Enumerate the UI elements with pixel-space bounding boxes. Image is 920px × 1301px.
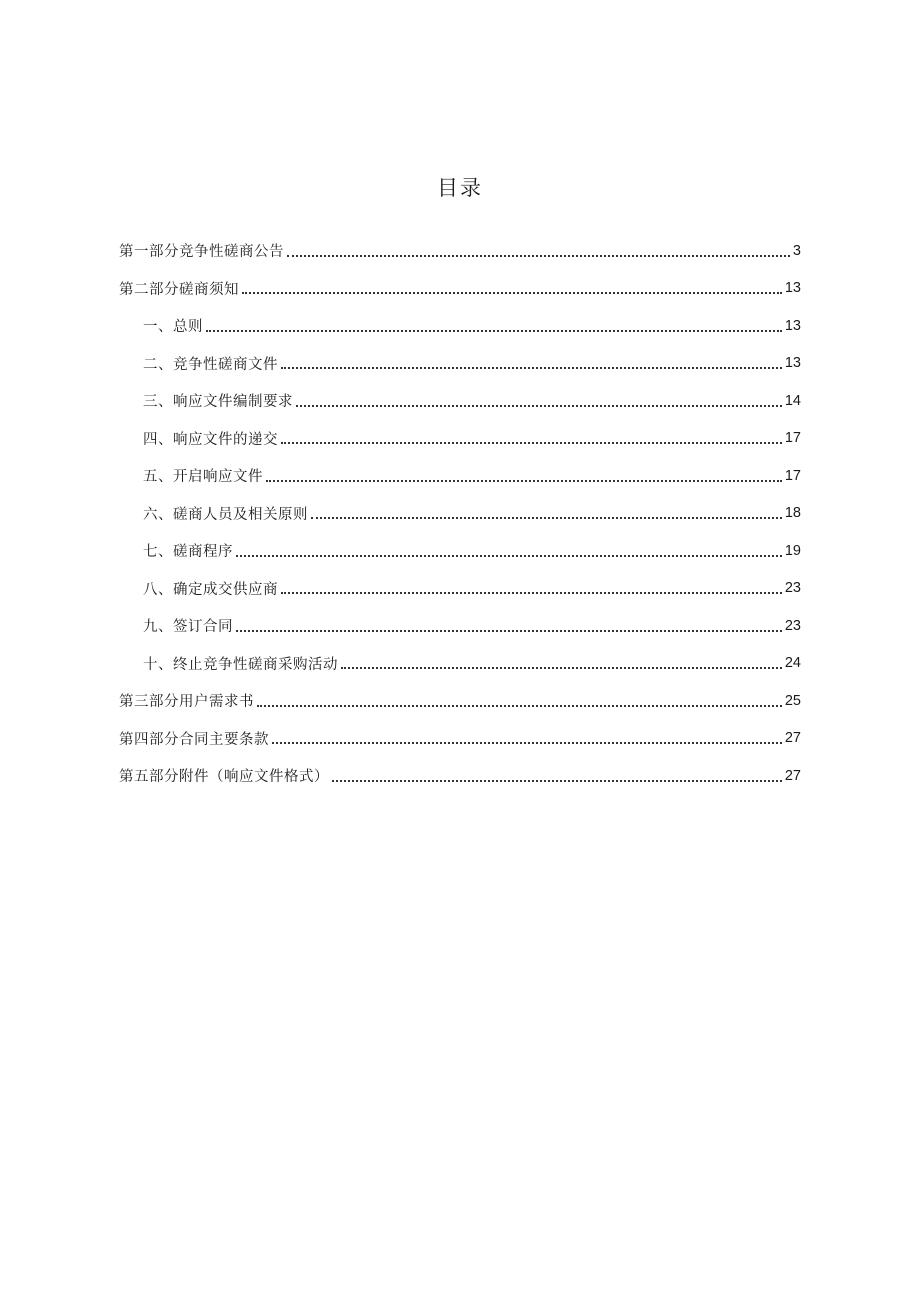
toc-dot-leader: [281, 442, 782, 444]
toc-entry[interactable]: [119, 645, 801, 683]
toc-entry[interactable]: [119, 457, 801, 495]
toc-dot-leader: [281, 367, 782, 369]
toc-entry-label: 六、磋商人员及相关原则: [143, 506, 308, 523]
toc-entry[interactable]: [119, 570, 801, 608]
toc-entry-label: 四、响应文件的递交: [143, 431, 278, 448]
toc-entry-label: 二、竞争性磋商文件: [143, 356, 278, 373]
toc-entry-page: 27: [784, 767, 801, 784]
toc-entry[interactable]: [119, 757, 801, 795]
toc-entry-page: 13: [784, 355, 801, 372]
toc-entry-page: 25: [784, 692, 801, 709]
toc-entry-label: 十、终止竞争性磋商采购活动: [143, 656, 338, 673]
toc-dot-leader: [341, 667, 782, 669]
toc-entry-page: 3: [792, 242, 801, 259]
toc-dot-leader: [236, 630, 782, 632]
toc-entry-page: 23: [784, 617, 801, 634]
toc-entry[interactable]: [119, 682, 801, 720]
toc-entry-page: 23: [784, 580, 801, 597]
toc-entry-label: 第五部分附件（响应文件格式）: [119, 769, 329, 786]
toc-entry-label: 第二部分磋商须知: [119, 281, 239, 298]
toc-entry-label: 九、签订合同: [143, 619, 233, 636]
toc-entry-label: 第一部分竞争性磋商公告: [119, 244, 284, 261]
toc-entry-page: 24: [784, 655, 801, 672]
toc-dot-leader: [242, 292, 782, 294]
toc-dot-leader: [311, 517, 782, 519]
toc-entry-page: 17: [784, 467, 801, 484]
toc-entry-label: 第四部分合同主要条款: [119, 731, 269, 748]
toc-entry-page: 13: [784, 280, 801, 297]
toc-dot-leader: [272, 742, 782, 744]
toc-entry[interactable]: [119, 345, 801, 383]
toc-dot-leader: [266, 480, 782, 482]
toc-entry-page: 19: [784, 542, 801, 559]
toc-entry-label: 五、开启响应文件: [143, 469, 263, 486]
toc-entry-page: 14: [784, 392, 801, 409]
toc-entry-page: 13: [784, 317, 801, 334]
toc-entry[interactable]: [119, 232, 801, 270]
toc-entry[interactable]: [119, 495, 801, 533]
toc-title: 目录: [437, 176, 483, 200]
toc-dot-leader: [332, 780, 782, 782]
toc-entry[interactable]: [119, 307, 801, 345]
toc-entry-page: 27: [784, 730, 801, 747]
toc-dot-leader: [206, 330, 782, 332]
toc-entry[interactable]: [119, 382, 801, 420]
toc-entry[interactable]: [119, 270, 801, 308]
toc-entry[interactable]: [119, 607, 801, 645]
toc-dot-leader: [257, 705, 782, 707]
toc-entry[interactable]: [119, 720, 801, 758]
toc-dot-leader: [296, 405, 782, 407]
toc-entry-label: 八、确定成交供应商: [143, 581, 278, 598]
toc-entry-label: 三、响应文件编制要求: [143, 394, 293, 411]
toc-dot-leader: [281, 592, 782, 594]
table-of-contents: [119, 232, 801, 795]
toc-entry[interactable]: [119, 420, 801, 458]
toc-entry[interactable]: [119, 532, 801, 570]
toc-entry-page: 18: [784, 505, 801, 522]
toc-entry-label: 七、磋商程序: [143, 544, 233, 561]
toc-entry-page: 17: [784, 430, 801, 447]
toc-entry-label: 第三部分用户需求书: [119, 694, 254, 711]
toc-dot-leader: [236, 555, 782, 557]
toc-dot-leader: [287, 255, 790, 257]
toc-entry-label: 一、总则: [143, 319, 203, 336]
